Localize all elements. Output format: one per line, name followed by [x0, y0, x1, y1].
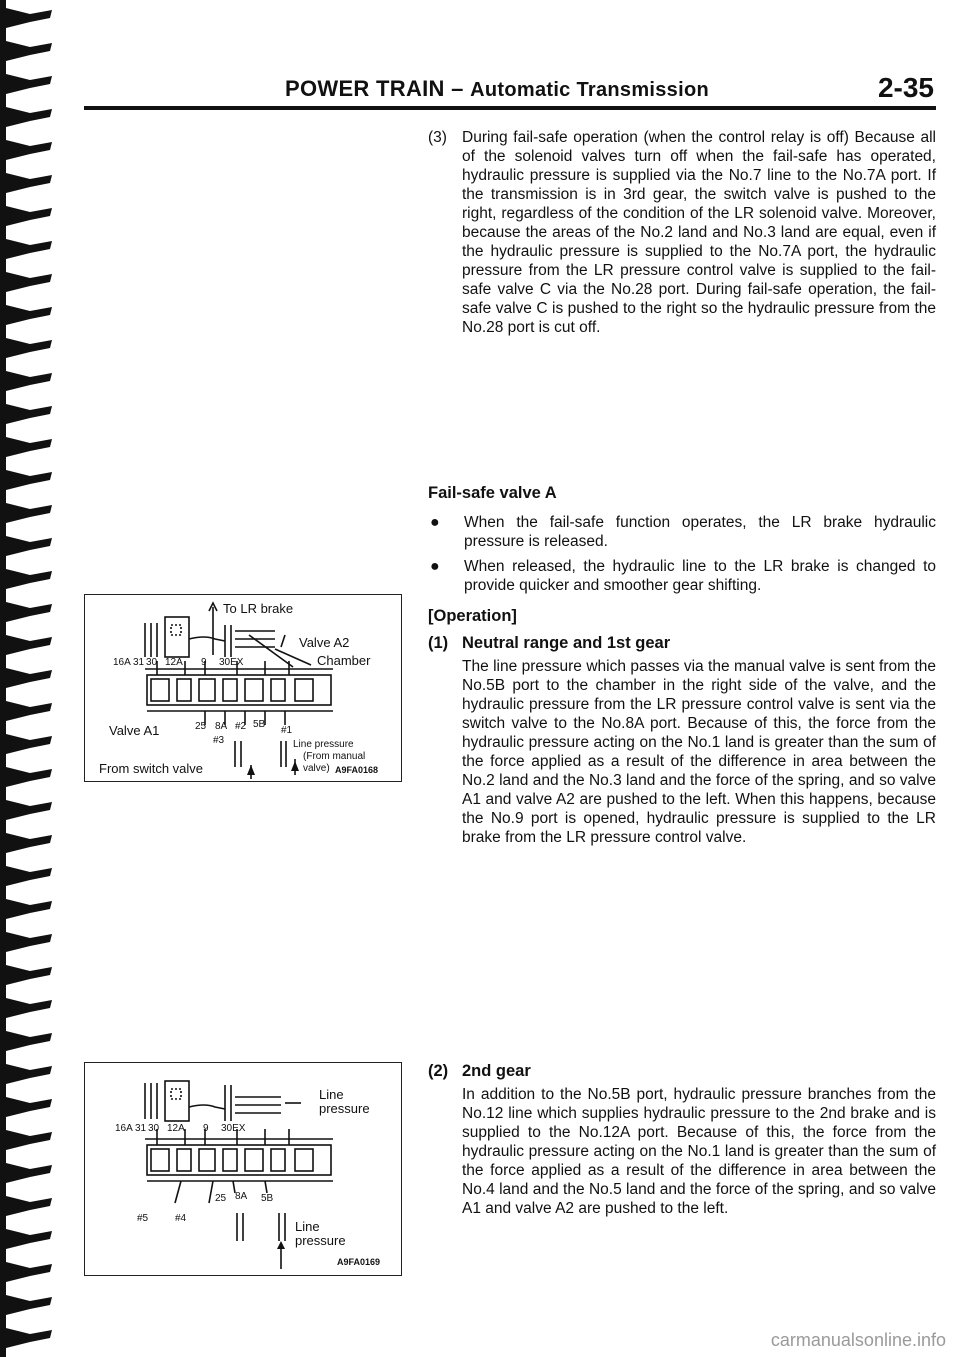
- binding-clip: [6, 998, 52, 1018]
- binding-clip: [6, 767, 52, 787]
- operation-heading: [Operation]: [428, 607, 517, 625]
- port-label: 25: [195, 721, 207, 732]
- label-to-lr-brake: To LR brake: [223, 601, 294, 616]
- page-number: 2-35: [877, 72, 934, 103]
- label-line-bottom: Line: [295, 1219, 320, 1234]
- port-label: #5: [137, 1213, 149, 1224]
- header-title: POWER TRAIN: [285, 76, 445, 101]
- binding-clip: [6, 1229, 52, 1249]
- figure-code: A9FA0169: [337, 1257, 381, 1267]
- port-label: 5B: [261, 1193, 274, 1204]
- valve-drawing-2: [85, 1063, 401, 1275]
- port-label: 30EX: [221, 1123, 246, 1134]
- binding-clip: [6, 503, 52, 523]
- bullet-dot: ●: [430, 558, 440, 575]
- binding-clip: [6, 8, 52, 28]
- port-label: #1: [281, 725, 293, 736]
- step-2-text: In addition to the No.5B port, hydraulic pressure branches from the No.12 line which supplies hydraulic pressure to the 2nd brake and is supplied to the No.12A port. Because of this, the force from the hydraulic pressure acting on the No.1 land is greater than the sum of the force applied as a result of the difference in area between the No.4 land and the No.5 land and the force of the spring, and so valve A1 and valve A2 are pushed to the left.: [462, 1086, 936, 1217]
- section-3: [428, 128, 936, 337]
- port-label: #3: [213, 735, 225, 746]
- step-2: [428, 1062, 936, 1218]
- port-label: 9: [201, 657, 207, 668]
- binding-clip: [6, 569, 52, 589]
- binding-clip: [6, 338, 52, 358]
- step-1-title: Neutral range and 1st gear: [462, 634, 671, 652]
- port-label: 12A: [167, 1123, 185, 1134]
- port-label: #4: [175, 1213, 187, 1224]
- port-label: 12A: [165, 657, 183, 668]
- binding-clip: [6, 866, 52, 886]
- binding-clip: [6, 734, 52, 754]
- binding-clip: [6, 470, 52, 490]
- port-label: 8A: [215, 721, 228, 732]
- binding-clip: [6, 1064, 52, 1084]
- binding-clip: [6, 305, 52, 325]
- binding-clip: [6, 437, 52, 457]
- port-label: 8A: [235, 1191, 248, 1202]
- figure-code: A9FA0168: [335, 765, 379, 775]
- step-1-number: (1): [428, 634, 449, 652]
- page-header: [285, 76, 709, 102]
- binding-clip: [6, 932, 52, 952]
- binding-clip: [6, 1097, 52, 1117]
- binding-clip: [6, 701, 52, 721]
- figure-1-valve-diagram: [84, 594, 402, 782]
- port-label: 16A: [115, 1123, 133, 1134]
- binding-clip: [6, 899, 52, 919]
- binding-clip: [6, 1262, 52, 1282]
- port-label: 30: [148, 1123, 160, 1134]
- binding-clip: [6, 74, 52, 94]
- binding-clip: [6, 800, 52, 820]
- label-from-switch-valve: From switch valve: [99, 761, 204, 776]
- port-label: 30: [146, 657, 158, 668]
- watermark: carmanualsonline.info: [770, 1330, 946, 1350]
- binding-clip: [6, 173, 52, 193]
- figure-2-valve-diagram: [84, 1062, 402, 1276]
- port-label: #2: [235, 721, 247, 732]
- binding-clip: [6, 272, 52, 292]
- step-2-title: 2nd gear: [462, 1062, 531, 1080]
- binding-edge: [0, 0, 56, 1357]
- label-from-manual: (From manual: [303, 751, 366, 762]
- binding-clip: [6, 965, 52, 985]
- bullet-text: When the fail-safe function operates, the LR brake hydraulic pressure is released.: [464, 514, 936, 550]
- binding-clip: [6, 404, 52, 424]
- label-valve-a1: Valve A1: [109, 723, 160, 738]
- header-dash: –: [444, 76, 471, 101]
- port-label: 30EX: [219, 657, 244, 668]
- binding-clip: [6, 140, 52, 160]
- step-2-number: (2): [428, 1062, 449, 1080]
- label-valve-a2: Valve A2: [299, 635, 350, 650]
- label-pressure-top: pressure: [319, 1101, 370, 1116]
- binding-clip: [6, 635, 52, 655]
- label-pressure-bottom: pressure: [295, 1233, 346, 1248]
- bullet-dot: ●: [430, 514, 440, 531]
- binding-clip: [6, 536, 52, 556]
- binding-clip: [6, 1295, 52, 1315]
- binding-clip: [6, 668, 52, 688]
- header-subtitle: Automatic Transmission: [470, 79, 710, 101]
- failsafe-section: [428, 484, 936, 847]
- binding-clip: [6, 239, 52, 259]
- binding-clip: [6, 371, 52, 391]
- step-1-text: The line pressure which passes via the manual valve is sent from the No.5B port to the chamber in the right side of the valve, and the hydraulic pressure from the LR pressure control valve is sent via the switch valve to the No.8A port. Because of this, the force from the hydraulic pressure acting on the No.1 land is greater than the sum of the force applied as a result of the difference in area between the No.2 land and the No.3 land and the force of the spring, and so valve A1 and valve A2 are pushed to the left. When this happens, because the No.9 port is opened, hydraulic pressure is supplied to the LR brake from the LR pressure control valve.: [462, 658, 936, 846]
- bullet-text: When released, the hydraulic line to the LR brake is changed to provide quicker and smoother gear shifting.: [464, 558, 936, 594]
- bullet-item: [428, 513, 936, 551]
- port-label: 9: [203, 1123, 209, 1134]
- binding-clip: [6, 206, 52, 226]
- port-label: 25: [215, 1193, 227, 1204]
- binding-clip: [6, 1328, 52, 1348]
- binding-clip: [6, 1130, 52, 1150]
- step-1: [428, 634, 936, 847]
- failsafe-heading: Fail-safe valve A: [428, 484, 557, 502]
- binding-clip: [6, 107, 52, 127]
- label-line-pressure: Line pressure: [293, 739, 354, 750]
- port-label: 5B: [253, 719, 266, 730]
- bullet-item: [428, 557, 936, 595]
- port-label: 31: [133, 657, 145, 668]
- binding-clip: [6, 41, 52, 61]
- binding-clip: [6, 1196, 52, 1216]
- label-chamber: Chamber: [317, 653, 371, 668]
- label-line-top: Line: [319, 1087, 344, 1102]
- section-3-number: (3): [428, 129, 447, 146]
- binding-clip: [6, 1031, 52, 1051]
- label-valve-close: valve): [303, 763, 330, 774]
- binding-clip: [6, 833, 52, 853]
- binding-clip: [6, 602, 52, 622]
- port-label: 16A: [113, 657, 131, 668]
- port-label: 31: [135, 1123, 147, 1134]
- header-rule: [84, 106, 936, 110]
- section-3-text: During fail-safe operation (when the control relay is off) Because all of the solenoid valves turn off when the fail-safe has operated, hydraulic pressure is supplied via the No.7 line to the No.7A port. If the transmission is in 3rd gear, the switch valve is pushed to the right, regardless of the condition of the LR solenoid valve. Moreover, because the areas of the No.2 land and No.3 land are equal, even if the hydraulic pressure is supplied to the No.7A port, the hydraulic pressure from the LR pressure control valve is supplied to the fail-safe valve C via the No.28 port. During fail-safe operation, the fail-safe valve C is pushed to the right so the hydraulic pressure from the No.28 port is cut off.: [462, 129, 936, 336]
- binding-clip: [6, 1163, 52, 1183]
